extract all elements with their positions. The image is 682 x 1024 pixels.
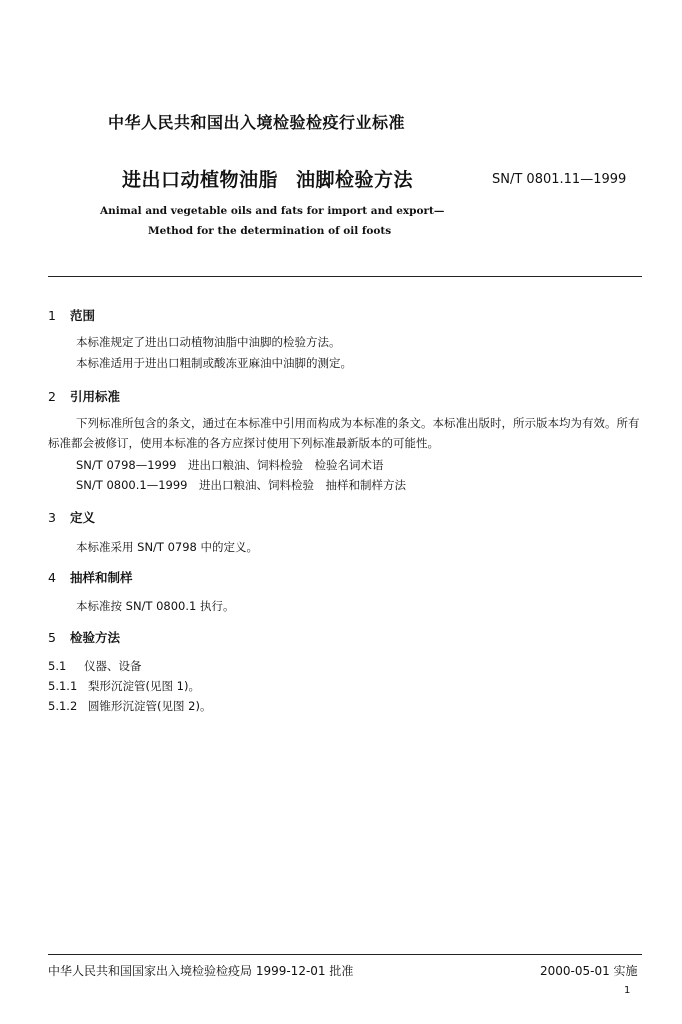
- subsection-text: 梨形沉淀管(见图 1)。: [88, 679, 200, 693]
- section-title: 范围: [70, 308, 96, 323]
- section-number: 3: [48, 510, 56, 525]
- section-3-heading: [48, 508, 95, 526]
- title-en-line-2: Method for the determination of oil foots: [148, 225, 392, 237]
- subsection-number: 5.1.1: [48, 679, 78, 693]
- reference-2: SN/T 0800.1—1999 进出口粮油、饲料检验 抽样和制样方法: [76, 478, 406, 492]
- section-2-heading: [48, 387, 120, 405]
- subsection-5-1-2: [48, 698, 211, 714]
- page-number: 1: [624, 985, 631, 996]
- section-number: 4: [48, 570, 56, 585]
- section-5-heading: [48, 628, 120, 646]
- subsection-5-1-1: [48, 678, 200, 694]
- section-4-para-1: 本标准按 SN/T 0800.1 执行。: [76, 599, 235, 613]
- section-number: 1: [48, 308, 56, 323]
- section-number: 5: [48, 630, 56, 645]
- title-part-2: 油脚检验方法: [296, 169, 414, 191]
- implementation-date: 2000-05-01 实施: [540, 964, 638, 978]
- section-3-para-1: 本标准采用 SN/T 0798 中的定义。: [76, 540, 259, 554]
- section-1-para-2: 本标准适用于进出口粗制或酸冻亚麻油中油脚的测定。: [76, 356, 352, 370]
- title-part-1: 进出口动植物油脂: [122, 169, 279, 191]
- footer-divider: [48, 954, 642, 955]
- reference-1: SN/T 0798—1999 进出口粮油、饲料检验 检验名词术语: [76, 458, 384, 472]
- header-divider: [48, 276, 642, 277]
- subsection-number: 5.1: [48, 659, 67, 673]
- document-title-zh: [122, 165, 413, 192]
- section-4-heading: [48, 568, 133, 586]
- section-1-para-1: 本标准规定了进出口动植物油脂中油脚的检验方法。: [76, 335, 341, 349]
- section-2-para-1: 下列标准所包含的条文，通过在本标准中引用而构成为本标准的条文。本标准出版时，所示版本均为有效。所有标准都会被修订，使用本标准的各方应探讨使用下列标准最新版本的可能性。: [48, 416, 640, 450]
- section-title: 检验方法: [70, 630, 121, 645]
- subsection-number: 5.1.2: [48, 699, 78, 713]
- subsection-text: 仪器、设备: [84, 659, 142, 673]
- section-title: 引用标准: [70, 389, 121, 404]
- approval-line: 中华人民共和国国家出入境检验检疫局 1999-12-01 批准: [48, 964, 354, 978]
- subsection-5-1: [48, 658, 142, 674]
- issuer-title: 中华人民共和国出入境检验检疫行业标准: [108, 113, 406, 132]
- title-en-line-1: Animal and vegetable oils and fats for import and export—: [100, 205, 445, 217]
- section-1-heading: [48, 306, 95, 324]
- section-number: 2: [48, 389, 56, 404]
- section-title: 抽样和制样: [70, 570, 133, 585]
- subsection-text: 圆锥形沉淀管(见图 2)。: [88, 699, 212, 713]
- section-title: 定义: [70, 510, 96, 525]
- standard-code: SN/T 0801.11—1999: [492, 172, 627, 187]
